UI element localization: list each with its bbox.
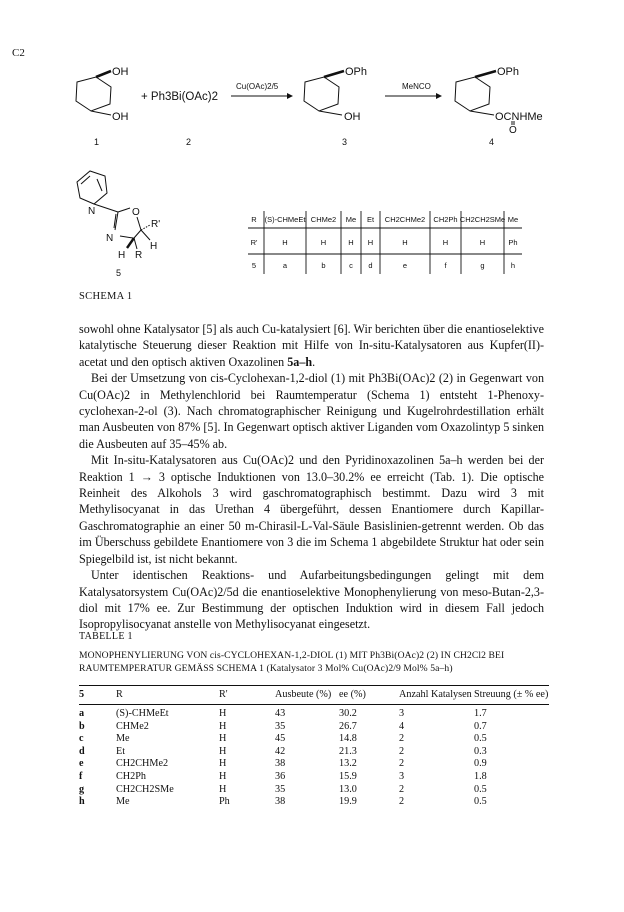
ligand-n-pyridine: N bbox=[88, 206, 96, 217]
grid-cell-id: c bbox=[349, 261, 353, 270]
grid-cell-rprime: Ph bbox=[508, 238, 518, 247]
results-table bbox=[79, 685, 549, 809]
page-label: C2 bbox=[12, 47, 25, 59]
table-cell: (S)-CHMeEt bbox=[116, 708, 169, 719]
table-cell: 0.5 bbox=[474, 796, 487, 808]
table-cell: 3 bbox=[399, 708, 405, 719]
table-cell: H bbox=[219, 770, 227, 782]
table-cell: 2 bbox=[399, 745, 405, 757]
grid-cell-r: CHMe2 bbox=[310, 215, 337, 224]
ligand-o: O bbox=[132, 207, 140, 218]
table-cell: 42 bbox=[275, 745, 286, 757]
table-row bbox=[79, 758, 549, 771]
cyclohexane-diol-structure bbox=[76, 71, 111, 115]
article-body bbox=[79, 321, 544, 633]
table-cell: 35 bbox=[275, 720, 286, 732]
table-cell: 30.2 bbox=[339, 708, 357, 719]
table-cell: 2 bbox=[399, 733, 405, 745]
grid-cell-rprime: H bbox=[282, 238, 288, 247]
row-id: a bbox=[79, 708, 85, 719]
ligand-h1: H bbox=[150, 241, 158, 252]
row-id: f bbox=[79, 770, 83, 782]
ligand-r-prime: R' bbox=[151, 219, 161, 230]
table-row bbox=[79, 771, 549, 784]
grid-cell-rprime: H bbox=[348, 238, 354, 247]
arrow1-condition: Cu(OAc)2/5 bbox=[236, 82, 279, 91]
row-id: e bbox=[79, 758, 84, 770]
table-cell: 0.9 bbox=[474, 758, 487, 770]
col-header: R' bbox=[219, 689, 228, 700]
table-cell: CH2Ph bbox=[116, 770, 147, 782]
table-label: TABELLE 1 bbox=[79, 631, 133, 642]
table-row bbox=[79, 721, 549, 734]
table-cell: CHMe2 bbox=[116, 720, 149, 732]
table-cell: 1.8 bbox=[474, 770, 487, 782]
grid-cell-r: Me bbox=[345, 215, 357, 224]
product4-carbonyl-o: O bbox=[509, 125, 517, 136]
grid-cell-r: Et bbox=[366, 215, 375, 224]
table-cell: 13.2 bbox=[339, 758, 357, 770]
table-cell: 43 bbox=[275, 708, 286, 719]
table-cell: 36 bbox=[275, 770, 286, 782]
grid-cell-rprime: H bbox=[442, 238, 449, 247]
table-cell: CH2CH2SMe bbox=[116, 783, 174, 795]
table-cell: H bbox=[219, 783, 227, 795]
arrow2-condition: MeNCO bbox=[402, 82, 431, 91]
table-cell: 45 bbox=[275, 733, 286, 745]
table-cell: 2 bbox=[399, 758, 405, 770]
ligand-r: R bbox=[135, 250, 143, 261]
paragraph-4: Unter identischen Reaktions- und Aufarbeitungsbedingungen gelingt mit dem Katalysatorsystem Cu(OAc)2/5d die enantioselektive Monophenylierung von meso-Butan-2,3-diol mit 17% ee. Zur Bestimmung der optischen Induktion wird in diesem Fall jedoch Isopropylisocyanat anstelle von Methylisocyanat eingesetzt. bbox=[79, 568, 544, 632]
compound-label-5: 5 bbox=[116, 268, 122, 278]
diol-oh-top: OH bbox=[112, 66, 129, 78]
table-cell: 2 bbox=[399, 783, 405, 795]
table-cell: H bbox=[219, 758, 227, 770]
table-cell: Et bbox=[116, 745, 126, 757]
compound-label-4: 4 bbox=[489, 137, 495, 147]
product3-oph: OPh bbox=[345, 66, 368, 78]
table-cell: CH2CHMe2 bbox=[116, 758, 169, 770]
table-cell: 15.9 bbox=[339, 770, 357, 782]
grid-row-header-r: R bbox=[251, 215, 257, 224]
table-row bbox=[79, 705, 549, 721]
table-row bbox=[79, 733, 549, 746]
reaction-scheme bbox=[0, 0, 624, 300]
grid-cell-r: CH2CH2SMe bbox=[459, 215, 506, 224]
diol-oh-bottom: OH bbox=[112, 111, 129, 123]
table-cell: 38 bbox=[275, 758, 286, 770]
col-header: 5 bbox=[79, 689, 85, 700]
col-header: ee (%) bbox=[339, 689, 366, 700]
table-cell: 14.8 bbox=[339, 733, 357, 745]
substituent-grid bbox=[251, 215, 519, 270]
grid-cell-r: (S)-CHMeEt bbox=[264, 215, 306, 224]
table-cell: 1.7 bbox=[474, 708, 487, 719]
col-header: Anzahl Katalysen bbox=[399, 689, 472, 700]
table-caption: MONOPHENYLIERUNG VON cis-CYCLOHEXAN-1,2-DIOL (1) MIT Ph3Bi(OAc)2 (2) IN CH2Cl2 BEI RAUMTEMPERATUR GEMÄSS SCHEMA 1 (Katalysator 3 Mol% Cu(OAc)2/9 Mol% 5a–h) bbox=[79, 650, 505, 674]
col-header: Streuung (± % ee) bbox=[474, 689, 549, 700]
product4-oph: OPh bbox=[497, 66, 520, 78]
grid-cell-id: d bbox=[368, 261, 373, 270]
table-cell: H bbox=[219, 733, 227, 745]
table-cell: 21.3 bbox=[339, 745, 357, 757]
table-row bbox=[79, 784, 549, 797]
table-cell: 4 bbox=[399, 720, 405, 732]
table-cell: H bbox=[219, 745, 227, 757]
row-id: h bbox=[79, 796, 85, 808]
grid-cell-id: e bbox=[402, 261, 408, 270]
reagent-formula: + Ph3Bi(OAc)2 bbox=[141, 91, 219, 103]
row-id: b bbox=[79, 720, 85, 732]
grid-row-header-5: 5 bbox=[251, 261, 257, 270]
paragraph-2: Bei der Umsetzung von cis-Cyclohexan-1,2-diol (1) mit Ph3Bi(OAc)2 (2) in Gegenwart von Cu(OAc)2 in Methylenchlorid bei Raumtemperatur (Schema 1) entsteht 1-Phenoxy-cyclohexan-2-ol (3). Nach chromatographischer Reinigung und Kugelrohrdestillation erhält man Ausbeuten von 87% [5]. In Gegenwart optisch aktiver Liganden vom Oxazolintyp 5 sinken die Ausbeuten auf 35–45% ab. bbox=[79, 371, 544, 451]
table-cell: Me bbox=[116, 733, 130, 745]
table-cell: 0.7 bbox=[474, 720, 487, 732]
row-id: c bbox=[79, 733, 84, 745]
grid-cell-r: Me bbox=[507, 215, 519, 224]
grid-cell-id: b bbox=[321, 261, 326, 270]
product3-oh: OH bbox=[344, 111, 361, 123]
schema-caption: SCHEMA 1 bbox=[79, 291, 133, 302]
table-cell: 0.5 bbox=[474, 783, 487, 795]
grid-cell-r: CH2CHMe2 bbox=[384, 215, 426, 224]
ligand-h2: H bbox=[118, 250, 126, 261]
grid-cell-id: f bbox=[444, 261, 447, 270]
table-cell: 0.5 bbox=[474, 733, 487, 745]
grid-cell-rprime: H bbox=[402, 238, 408, 247]
table-cell: Me bbox=[116, 796, 130, 808]
table-cell: 19.9 bbox=[339, 796, 357, 808]
table-cell: 38 bbox=[275, 796, 286, 808]
table-cell: H bbox=[219, 708, 227, 719]
table-cell: 13.0 bbox=[339, 783, 357, 795]
grid-cell-id: g bbox=[480, 261, 485, 270]
product-3-structure bbox=[304, 71, 344, 115]
compound-label-3: 3 bbox=[342, 137, 348, 147]
table-cell: 26.7 bbox=[339, 720, 357, 732]
table-cell: 2 bbox=[399, 796, 405, 808]
grid-cell-id: h bbox=[510, 261, 516, 270]
ligand-n: N bbox=[106, 233, 114, 244]
table-cell: 35 bbox=[275, 783, 286, 795]
product4-carbamate: OCNHMe bbox=[495, 111, 543, 123]
table-cell: H bbox=[219, 720, 227, 732]
table-cell: 0.3 bbox=[474, 745, 487, 757]
row-id: g bbox=[79, 783, 85, 795]
grid-cell-id: a bbox=[282, 261, 288, 270]
col-header: Ausbeute (%) bbox=[275, 689, 332, 700]
grid-cell-rprime: H bbox=[320, 238, 327, 247]
grid-cell-r: CH2Ph bbox=[433, 215, 458, 224]
grid-cell-rprime: H bbox=[367, 238, 374, 247]
grid-row-header-rprime: R' bbox=[250, 238, 258, 247]
grid-cell-rprime: H bbox=[479, 238, 486, 247]
paragraph-3: Mit In-situ-Katalysatoren aus Cu(OAc)2 und den Pyridinoxazolinen 5a–h werden bei der Reaktion 1 → 3 optische Induktionen von 13.0–30.2% ee erreicht (Tab. 1). Die optische Reinheit des Alkohols 3 wird gaschromatographisch bestimmt. Dazu wird 3 mit Methylisocyanat in das Urethan 4 übergeführt, dessen Enantiomere durch Kapillar-Gaschromatographie an einer 50 m-Chirasil-L-Val-Säule Basislinien-getrennt werden. Ob das im Überschuss gebildete Enantiomere von 3 die im Schema 1 abgebildete Struktur hat oder sein Spiegelbild ist, ist nicht bekannt. bbox=[79, 453, 544, 566]
row-id: d bbox=[79, 745, 85, 757]
table-header-row bbox=[79, 686, 549, 705]
table-cell: Ph bbox=[219, 796, 230, 808]
table-row bbox=[79, 746, 549, 759]
table-cell: 3 bbox=[399, 770, 405, 782]
compound-label-1: 1 bbox=[94, 137, 100, 147]
paragraph-1: sowohl ohne Katalysator [5] als auch Cu-katalysiert [6]. Wir berichten über die enantioselektive katalytische Steuerung dieser Reaktion mit Hilfe von In-situ-Katalysatoren aus Kupfer(II)-acetat und den optisch aktiven Oxazolinen 5a–h. bbox=[79, 322, 544, 369]
table-row bbox=[79, 796, 549, 809]
col-header: R bbox=[116, 689, 123, 700]
compound-label-2: 2 bbox=[186, 137, 192, 147]
